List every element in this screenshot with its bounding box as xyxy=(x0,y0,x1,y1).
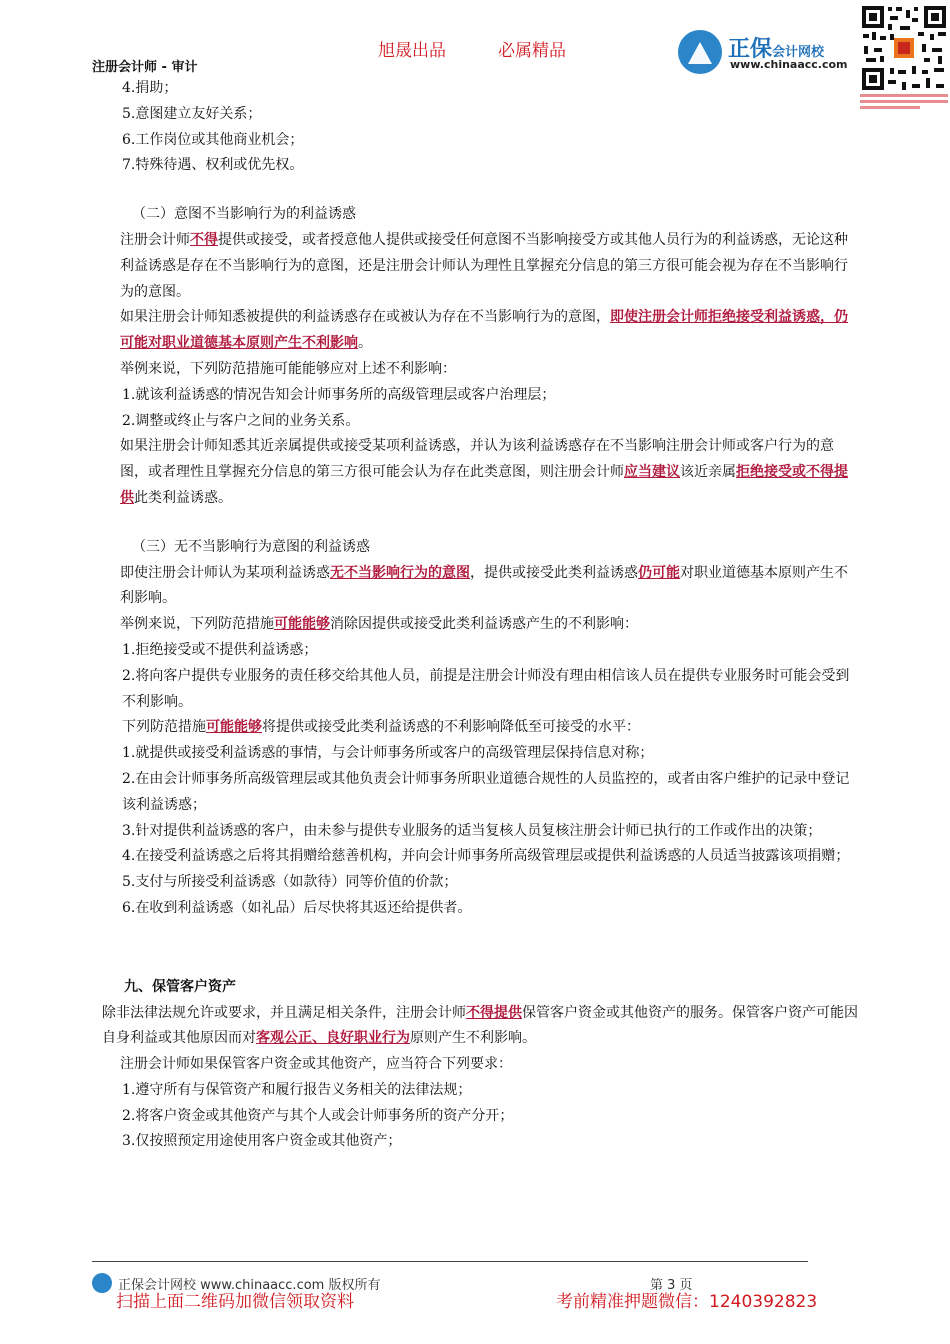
paragraph: 如果注册会计师知悉其近亲属提供或接受某项利益诱惑，并认为该利益诱惑存在不当影响注册会计师或客户行为的意图，或者理性且掌握充分信息的第三方很可能会认为存在此类意图，则注册会计师应当建议该近亲属拒绝接受或不得提供此类利益诱惑。 xyxy=(120,438,848,506)
paragraph: 注册会计师不得提供或接受，或者授意他人提供或接受任何意图不当影响接受方或其他人员行为的利益诱惑，无论这种利益诱惑是存在不当影响行为的意图，还是注册会计师认为理性且掌握充分信息的第三方很可能会视为存在不当影响行为的意图。 xyxy=(120,231,848,300)
footer-logo-icon xyxy=(92,1273,112,1293)
logo-url: www.chinaacc.com xyxy=(730,58,848,71)
list-item: 1.遵守所有与保管资产和履行报告义务相关的法律法规； xyxy=(122,1081,472,1098)
list-item: 3.针对提供利益诱惑的客户，由未参与提供专业服务的适当复核人员复核注册会计师已执行的工作或作出的决策； xyxy=(122,822,822,839)
header-subject: 注册会计师 - 审计 xyxy=(92,60,198,75)
list-item: 1.拒绝接受或不提供利益诱惑； xyxy=(122,641,318,658)
paragraph: 如果注册会计师知悉被提供的利益诱惑存在或被认为存在不当影响行为的意图，即使注册会计师拒绝接受利益诱惑，仍可能对职业道德基本原则产生不利影响。 xyxy=(120,309,848,352)
brand-logo xyxy=(678,28,858,78)
footer-copyright: 正保会计网校 www.chinaacc.com 版权所有 xyxy=(118,1278,381,1293)
document-body xyxy=(92,76,860,1155)
qr-code-icon xyxy=(860,4,948,110)
list-item: 1.就该利益诱惑的情况告知会计师事务所的高级管理层或客户治理层； xyxy=(122,386,556,403)
list-item: 7.特殊待遇、权利或优先权。 xyxy=(122,157,304,174)
list-item: 6.工作岗位或其他商业机会； xyxy=(122,131,304,148)
footer-promo-right: 考前精准押题微信：1240392823 xyxy=(556,1292,818,1312)
list-item: 5.支付与所接受利益诱惑（如款待）同等价值的价款； xyxy=(122,874,458,891)
list-item: 2.在由会计师事务所高级管理层或其他负责会计师事务所职业道德合规性的人员监控的，或者由客户维护的记录中登记该利益诱惑； xyxy=(122,770,850,813)
paragraph: 举例来说，下列防范措施可能能够消除因提供或接受此类利益诱惑产生的不利影响： xyxy=(120,616,638,633)
section-heading-9: 九、保管客户资产 xyxy=(124,978,236,995)
paragraph: 注册会计师如果保管客户资金或其他资产，应当符合下列要求： xyxy=(120,1056,512,1073)
list-item: 3.仅按照预定用途使用客户资金或其他资产； xyxy=(122,1133,402,1150)
paragraph: 举例来说，下列防范措施可能能够应对上述不利影响： xyxy=(120,360,456,377)
list-item: 6.在收到利益诱惑（如礼品）后尽快将其返还给提供者。 xyxy=(122,899,472,916)
list-item: 2.调整或终止与客户之间的业务关系。 xyxy=(122,412,360,429)
footer-divider xyxy=(92,1261,808,1262)
list-item: 5.意图建立友好关系； xyxy=(122,105,262,122)
list-item: 2.将向客户提供专业服务的责任移交给其他人员，前提是注册会计师没有理由相信该人员在提供专业服务时可能会受到不利影响。 xyxy=(122,667,850,710)
list-item: 2.将客户资金或其他资产与其个人或会计师事务所的资产分开； xyxy=(122,1107,514,1124)
paragraph: 即使注册会计师认为某项利益诱惑无不当影响行为的意图，提供或接受此类利益诱惑仍可能对职业道德基本原则产生不利影响。 xyxy=(120,564,848,607)
section-heading-2: （二）意图不当影响行为的利益诱惑 xyxy=(132,206,356,223)
logo-mark-icon xyxy=(678,30,722,74)
section-heading-3: （三）无不当影响行为意图的利益诱惑 xyxy=(132,538,370,555)
list-item: 1.就提供或接受利益诱惑的事情，与会计师事务所或客户的高级管理层保持信息对称； xyxy=(122,745,654,762)
footer-promo-left: 扫描上面二维码加微信领取资料 xyxy=(116,1292,354,1312)
paragraph: 下列防范措施可能能够将提供或接受此类利益诱惑的不利影响降低至可接受的水平： xyxy=(122,719,640,736)
header-slogan-left: 旭晟出品 xyxy=(378,41,446,61)
logo-name: 正保 xyxy=(728,37,773,62)
list-item: 4.捐助； xyxy=(122,80,178,96)
page-number: 第 3 页 xyxy=(650,1278,693,1293)
header-slogan-right: 必属精品 xyxy=(498,41,566,61)
logo-suffix: 会计网校 xyxy=(772,45,825,60)
paragraph: 除非法律法规允许或要求，并且满足相关条件，注册会计师不得提供保管客户资金或其他资产的服务。保管客户资产可能因自身利益或其他原因而对客观公正、良好职业行为原则产生不利影响。 xyxy=(102,1004,858,1047)
list-item: 4.在接受利益诱惑之后将其捐赠给慈善机构，并向会计师事务所高级管理层或提供利益诱惑的人员适当披露该项捐赠； xyxy=(122,848,850,865)
